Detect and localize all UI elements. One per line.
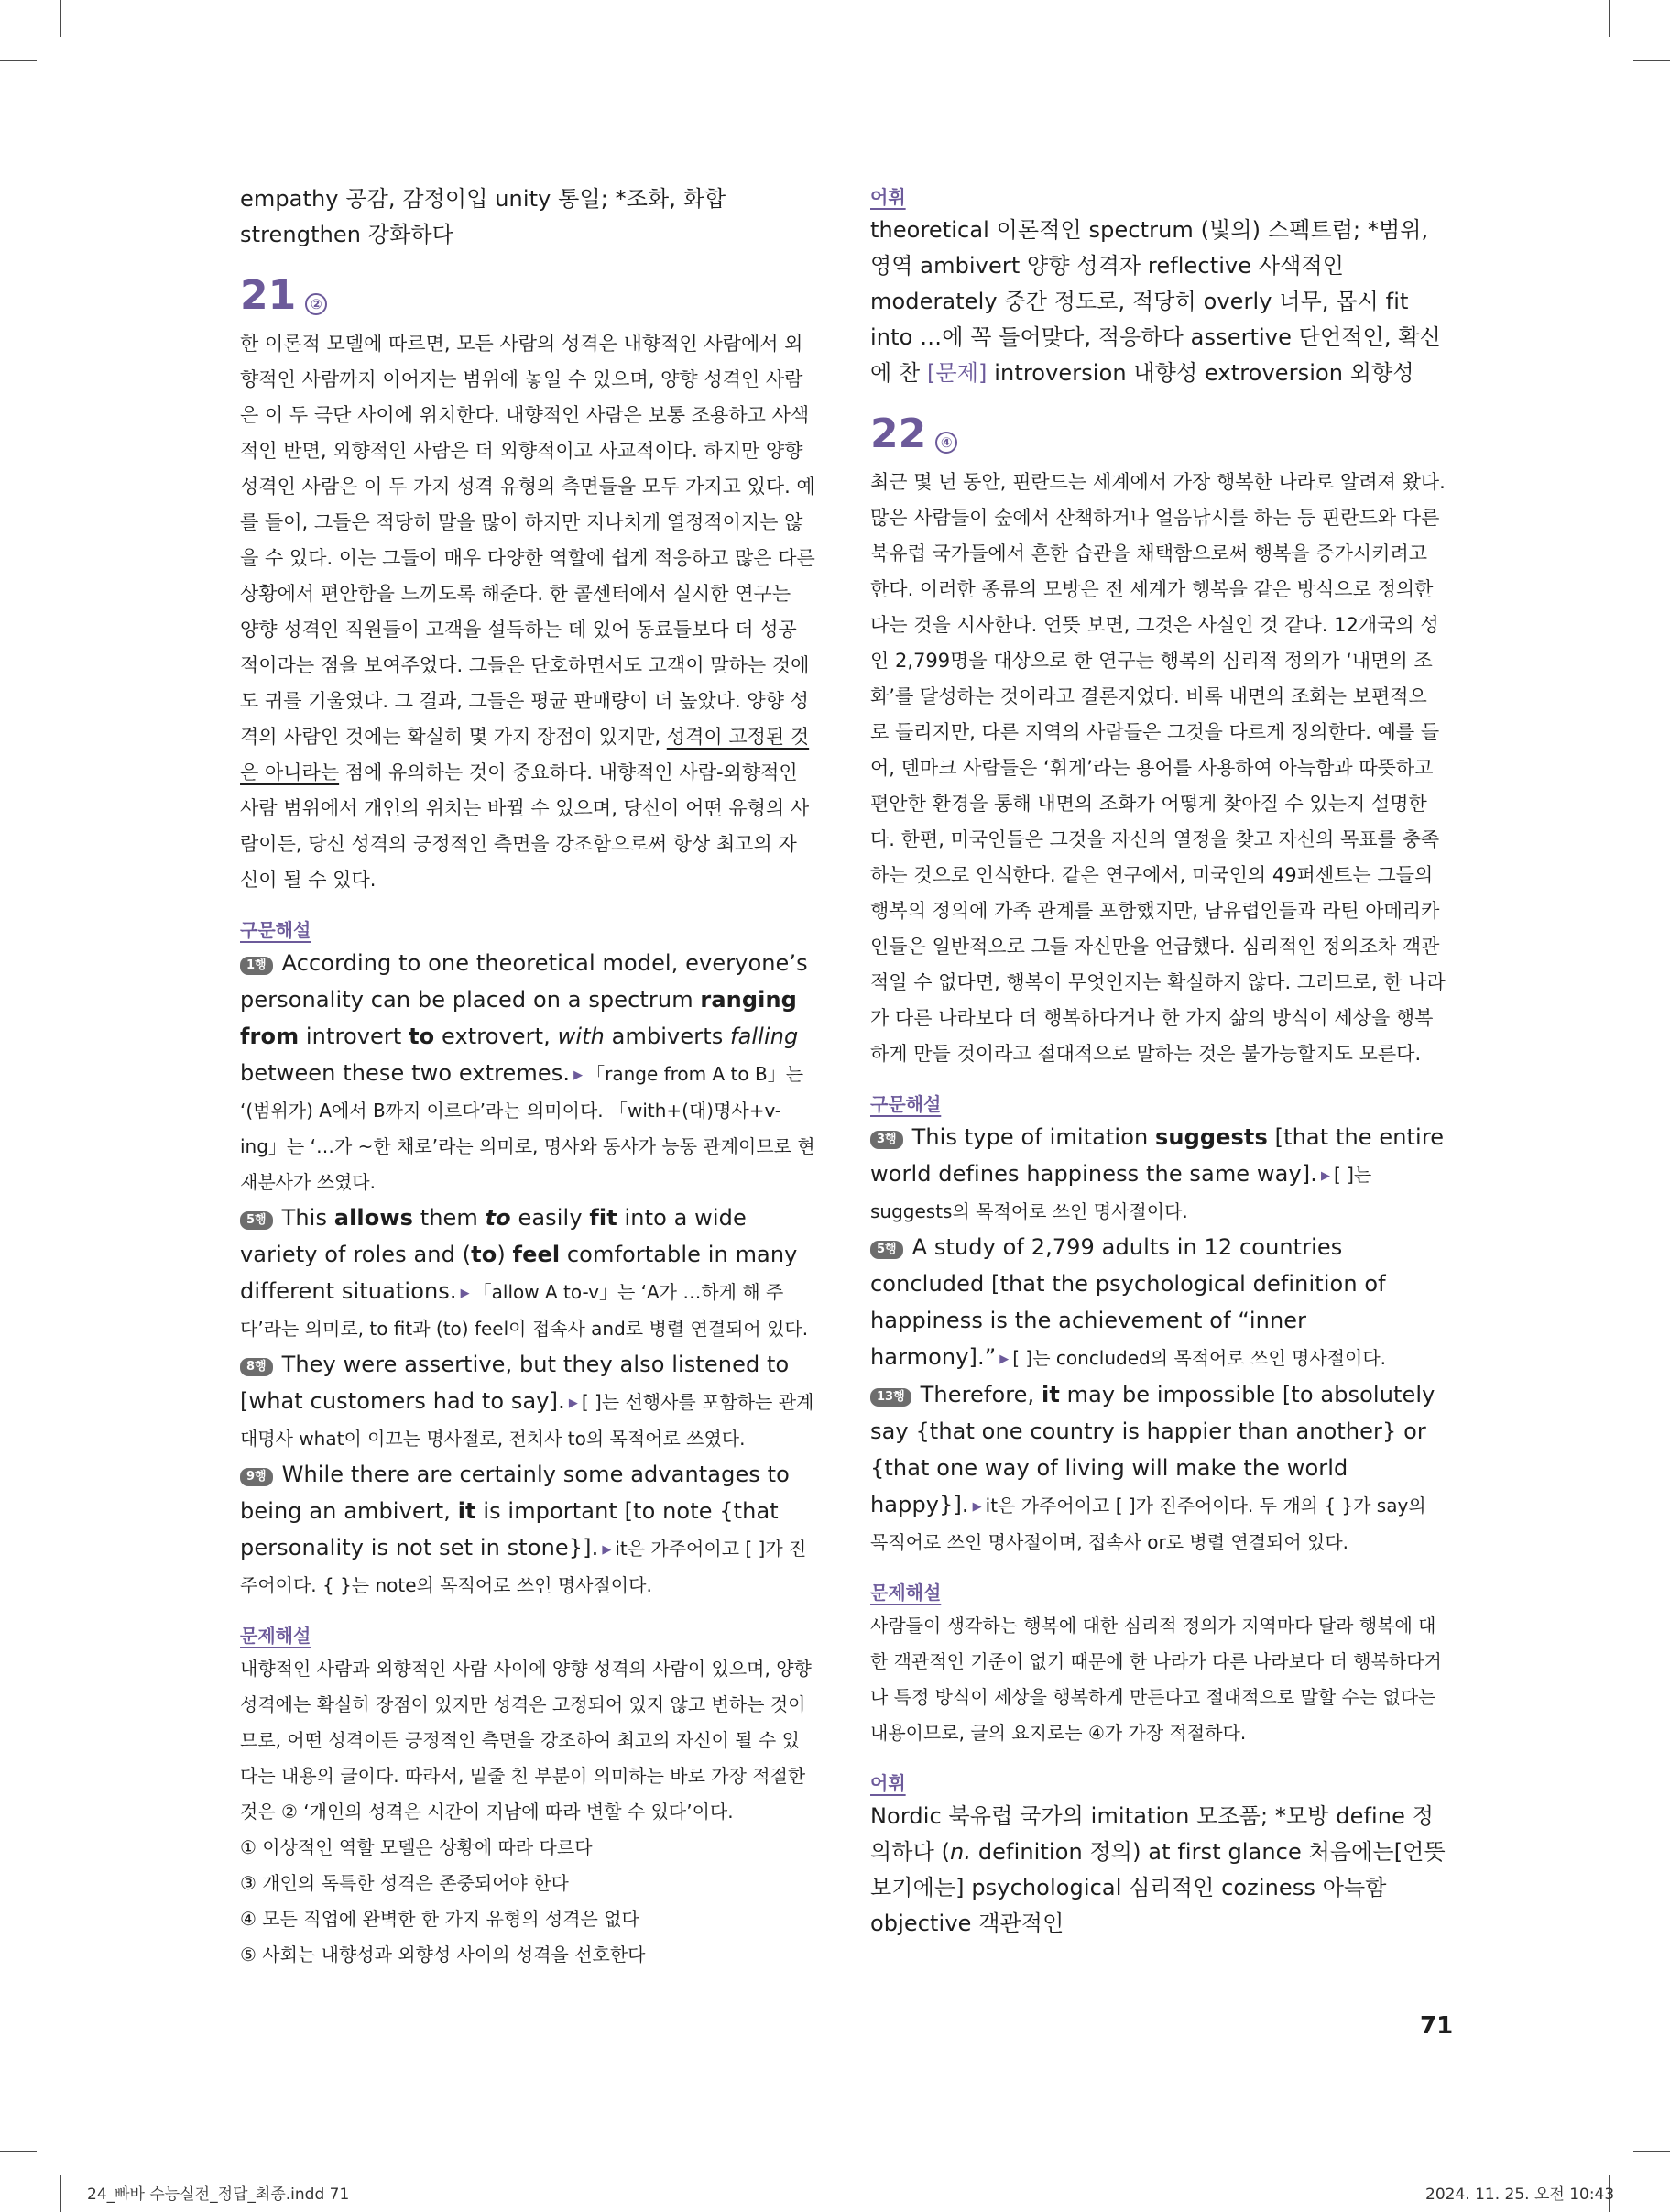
underlined-phrase: 성격이 고정된 것은 아니라는 bbox=[240, 726, 810, 783]
crop-mark bbox=[1609, 0, 1610, 37]
question-number: 21 bbox=[240, 272, 297, 319]
triangle-icon: ▶ bbox=[568, 1396, 578, 1410]
option-item: ③ 개인의 독특한 성격은 존중되어야 한다 bbox=[240, 1872, 569, 1894]
translation-22: 최근 몇 년 동안, 핀란드는 세계에서 가장 행복한 나라로 알려져 왔다. 많은 사람들이 숲에서 산책하거나 얼음낚시를 하는 등 핀란드와 다른 북유럽 국가들에서 흔한 습관을 채택함으로써 행복을 증가시키려고 한다. 이러한 종류의 모방은 전 세계가 행복을 같은 방식으로 정의한다는 것을 시사한다. 언뜻 보면, 그것은 사실인 것 같다. 12개국의 성인 2,799명을 대상으로 한 연구는 행복의 심리적 정의가 ‘내면의 조화’를 달성하는 것이라고 결론지었다. 비록 내면의 조화는 보편적으로 들리지만, 다른 지역의 사람들은 그것을 다르게 정의한다. 예를 들어, 덴마크 사람들은 ‘휘게’라는 용어를 사용하여 아늑함과 따뜻하고 편안한 환경을 통해 내면의 조화가 어떻게 찾아질 수 있는지 설명한다. 한편, 미국인들은 그것을 자신의 열정을 찾고 자신의 목표를 충족하는 것으로 인식한다. 같은 연구에서, 미국인의 49퍼센트는 그들의 행복의 정의에 가족 관계를 포함했지만, 남유럽인들과 라틴 아메리카인들은 일반적으로 그들 자신만을 언급했다. 심리적인 정의조차 객관적일 수 없다면, 행복이 무엇인지는 확실하지 않다. 그러므로, 한 나라가 다른 나라보다 더 행복하다거나 한 가지 삶의 방식이 세상을 행복하게 만들 것이라고 절대적으로 말하는 것은 불가능할지도 모른다. bbox=[870, 471, 1446, 1065]
triangle-icon: ▶ bbox=[602, 1543, 612, 1557]
answer-badge: ④ bbox=[935, 432, 957, 454]
triangle-icon: ▶ bbox=[1320, 1169, 1330, 1183]
line-badge: 3행 bbox=[870, 1131, 903, 1149]
line-badge: 9행 bbox=[240, 1468, 273, 1486]
option-item: ① 이상적인 역할 모델은 상황에 따라 다르다 bbox=[240, 1836, 593, 1858]
vocab-heading: 어휘 bbox=[870, 1772, 906, 1794]
syntax-item: 5행 A study of 2,799 adults in 12 countries concluded [that the psychological definition of happiness is the achievement of “inner harmony].” ▶ [ ]는 concluded의 목적어로 쓰인 명사절이다. bbox=[870, 1234, 1387, 1370]
line-badge: 5행 bbox=[240, 1211, 273, 1230]
question-number: 22 bbox=[870, 411, 927, 457]
question-21-header bbox=[240, 273, 815, 319]
triangle-icon: ▶ bbox=[573, 1068, 584, 1082]
question-22-header bbox=[870, 411, 1446, 457]
syntax-item: 5행 This allows them to easily fit into a wide variety of roles and (to) feel comfortable in many different situations. ▶ 「allow A to-v」는 ‘A가 …하게 해 주다’라는 의미로, to fit과 (to) feel이 접속사 and로 병렬 연결되어 있다. bbox=[240, 1205, 809, 1340]
syntax-item: 13행 Therefore, it may be impossible [to absolutely say {that one country is happier than another} or {that one way of living will make the world happy}]. ▶ it은 가주어이고 [ ]가 진주어이다. 두 개의 { }가 say의 목적어로 쓰인 명사절이며, 접속사 or로 병렬 연결되어 있다. bbox=[870, 1382, 1435, 1553]
crop-mark bbox=[1633, 60, 1670, 61]
problem-heading: 문제해설 bbox=[240, 1625, 311, 1647]
crop-mark bbox=[60, 2175, 61, 2212]
crop-mark bbox=[0, 60, 37, 61]
line-badge: 5행 bbox=[870, 1241, 903, 1259]
answer-badge: ② bbox=[305, 293, 327, 315]
triangle-icon: ▶ bbox=[972, 1500, 982, 1514]
syntax-heading: 구문해설 bbox=[240, 919, 311, 941]
vocab-heading: 어휘 bbox=[870, 186, 906, 208]
syntax-item: 9행 While there are certainly some advantages to being an ambivert, it is important [to note {that personality is not set in stone}]. ▶ it은 가주어이고 [ ]가 진주어이다. { }는 note의 목적어로 쓰인 명사절이다. bbox=[240, 1462, 807, 1596]
problem-tag: [문제] bbox=[927, 360, 988, 386]
crop-mark bbox=[1633, 2151, 1670, 2152]
left-column bbox=[240, 181, 815, 1973]
line-badge: 8행 bbox=[240, 1358, 273, 1376]
vocab-list: Nordic 북유럽 국가의 imitation 모조품; *모방 define 정의하다 (n. definition 정의) at first glance 처음에는[언뜻 보기에는] psychological 심리적인 coziness 아늑함 objective 객관적인 bbox=[870, 1803, 1446, 1936]
footer-timestamp: 2024. 11. 25. 오전 10:43 bbox=[1425, 2185, 1615, 2204]
footer-filename: 24_빠바 수능실전_정답_최종.indd 71 bbox=[87, 2185, 350, 2204]
syntax-item: 8행 They were assertive, but they also listened to [what customers had to say]. ▶ [ ]는 선행사를 포함하는 관계대명사 what이 이끄는 명사절로, 전치사 to의 목적어로 쓰였다. bbox=[240, 1352, 814, 1450]
syntax-item: 3행 This type of imitation suggests [that the entire world defines happiness the same way]. ▶ [ ]는 suggests의 목적어로 쓰인 명사절이다. bbox=[870, 1124, 1445, 1222]
problem-explanation: 내향적인 사람과 외향적인 사람 사이에 양향 성격의 사람이 있으며, 양향 성격에는 확실히 장점이 있지만 성격은 고정되어 있지 않고 변하는 것이므로, 어떤 성격이든 긍정적인 측면을 강조하여 최고의 자신이 될 수 있다는 내용의 글이다. 따라서, 밑줄 친 부분이 의미하는 바로 가장 적절한 것은 ② ‘개인의 성격은 시간이 지남에 따라 변할 수 있다’이다. bbox=[240, 1658, 812, 1823]
option-item: ⑤ 사회는 내향성과 외향성 사이의 성격을 선호한다 bbox=[240, 1944, 646, 1966]
option-item: ④ 모든 직업에 완벽한 한 가지 유형의 성격은 없다 bbox=[240, 1908, 639, 1930]
vocab-top: empathy 공감, 감정이입 unity 통일; *조화, 화합 strengthen 강화하다 bbox=[240, 186, 726, 247]
problem-heading: 문제해설 bbox=[870, 1582, 942, 1604]
triangle-icon: ▶ bbox=[460, 1287, 470, 1300]
crop-mark bbox=[0, 2151, 37, 2152]
line-badge: 13행 bbox=[870, 1388, 911, 1407]
crop-mark bbox=[60, 0, 61, 37]
page-number: 71 bbox=[1420, 2012, 1454, 2040]
line-badge: 1행 bbox=[240, 957, 273, 975]
triangle-icon: ▶ bbox=[999, 1352, 1010, 1366]
right-column bbox=[870, 181, 1446, 1942]
syntax-heading: 구문해설 bbox=[870, 1093, 942, 1115]
translation-21: 한 이론적 모델에 따르면, 모든 사람의 성격은 내향적인 사람에서 외향적인 사람까지 이어지는 범위에 놓일 수 있으며, 양향 성격인 사람은 이 두 극단 사이에 위치한다. 내향적인 사람은 보통 조용하고 사색적인 반면, 외향적인 사람은 더 외향적이고 사교적이다. 하지만 양향 성격인 사람은 이 두 가지 성격 유형의 측면들을 모두 가지고 있다. 예를 들어, 그들은 적당히 말을 많이 하지만 지나치게 열정적이지는 않을 수 있다. 이는 그들이 매우 다양한 역할에 쉽게 적응하고 많은 다른 상황에서 편안함을 느끼도록 해준다. 한 콜센터에서 실시한 연구는 양향 성격인 직원들이 고객을 설득하는 데 있어 동료들보다 더 성공적이라는 점을 보여주었다. 그들은 단호하면서도 고객이 말하는 것에도 귀를 기울였다. 그 결과, 그들은 평균 판매량이 더 높았다. 양향 성격의 사람인 것에는 확실히 몇 가지 장점이 있지만, 성격이 고정된 것은 아니라는 점에 유의하는 것이 중요하다. 내향적인 사람-외향적인 사람 범위에서 개인의 위치는 바뀔 수 있으며, 당신이 어떤 유형의 사람이든, 당신 성격의 긍정적인 측면을 강조함으로써 항상 최고의 자신이 될 수 있다. bbox=[240, 333, 815, 891]
syntax-item: 1행 According to one theoretical model, everyone’s personality can be placed on a spectrum ranging from introvert to extrovert, with ambiverts falling between these two extremes. ▶ 「range from A to B」는 ‘(범위가) A에서 B까지 이르다’라는 의미이다. 「with+(대)명사+v-ing」는 ‘…가 ~한 채로’라는 의미로, 명사와 동사가 능동 관계이므로 현재분사가 쓰였다. bbox=[240, 950, 815, 1193]
problem-explanation: 사람들이 생각하는 행복에 대한 심리적 정의가 지역마다 달라 행복에 대한 객관적인 기준이 없기 때문에 한 나라가 다른 나라보다 더 행복하다거나 특정 방식이 세상을 행복하게 만든다고 절대적으로 말할 수는 없다는 내용이므로, 글의 요지로는 ④가 가장 적절하다. bbox=[870, 1615, 1442, 1744]
vocab-list: theoretical 이론적인 spectrum (빛의) 스펙트럼; *범위, 영역 ambivert 양향 성격자 reflective 사색적인 moderately 중간 정도로, 적당히 overly 너무, 몹시 fit into …에 꼭 들어맞다, 적응하다 assertive 단언적인, 확신에 찬 [문제] introversion 내향성 extroversion 외향성 bbox=[870, 217, 1441, 386]
